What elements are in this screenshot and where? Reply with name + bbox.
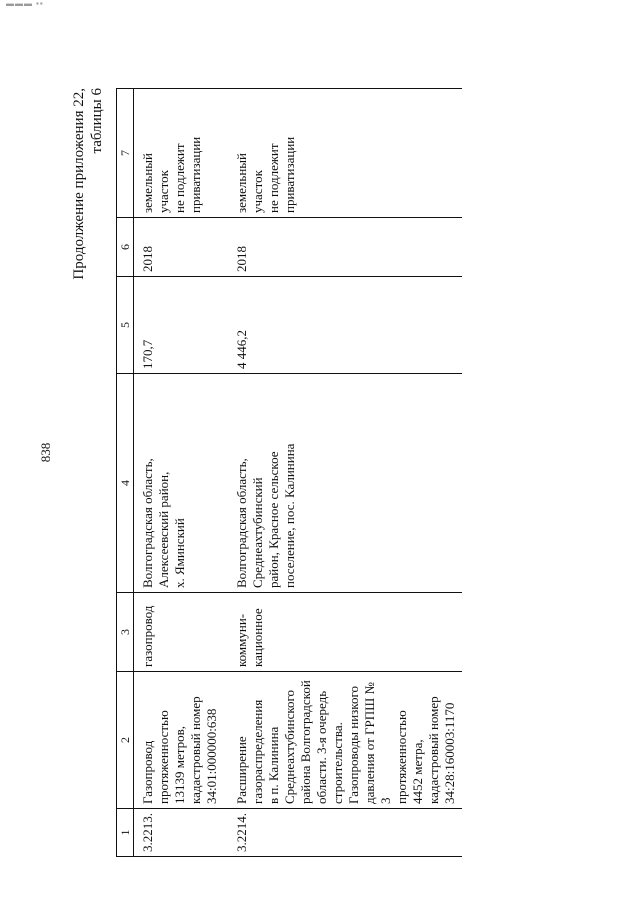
object-name: Расширение газораспределения в п. Калинина Среднеахтубинского района Волгоградской области. 3-я очередь строительства. Газопроводы низкого давления от ГРПШ № 3 протяженностью 4452 метра, кадастровый номер 34:28:160003:1170: [224, 672, 462, 809]
object-address: Волгоградская область, Среднеахтубинский район, Красное сельское поселение, пос. Калинина: [224, 374, 462, 593]
property-table: [116, 88, 462, 857]
object-value: 170,7: [134, 277, 225, 374]
page-number: 838: [38, 442, 53, 463]
row-number: 3.2213.: [134, 809, 225, 857]
continuation-note: Продолжение приложения 22, таблицы 6: [71, 88, 105, 280]
table-row: [224, 89, 462, 857]
object-year: 2018: [134, 218, 225, 277]
object-name: Газопровод протяженностью 13139 метров, кадастровый номер 34:01:000000:638: [134, 672, 225, 809]
object-note: земельный участок не подлежит приватизации: [134, 89, 225, 218]
column-header: 5: [117, 277, 134, 374]
object-address: Волгоградская область, Алексеевский район, х. Яминский: [134, 374, 225, 593]
object-type: газопровод: [134, 593, 225, 672]
object-value: 4 446,2: [224, 277, 462, 374]
header-row: [117, 89, 134, 857]
row-number: 3.2214.: [224, 809, 462, 857]
column-header: 3: [117, 593, 134, 672]
column-header: 2: [117, 672, 134, 809]
object-type: коммуни- кационное: [224, 593, 462, 672]
scan-corner-mark: ▬▬▬ ▪▪: [6, 0, 44, 8]
object-year: 2018: [224, 218, 462, 277]
column-header: 4: [117, 374, 134, 593]
table-row: [134, 89, 225, 857]
column-header: 6: [117, 218, 134, 277]
object-note: земельный участок не подлежит приватизации: [224, 89, 462, 218]
column-header: 1: [117, 809, 134, 857]
column-header: 7: [117, 89, 134, 218]
